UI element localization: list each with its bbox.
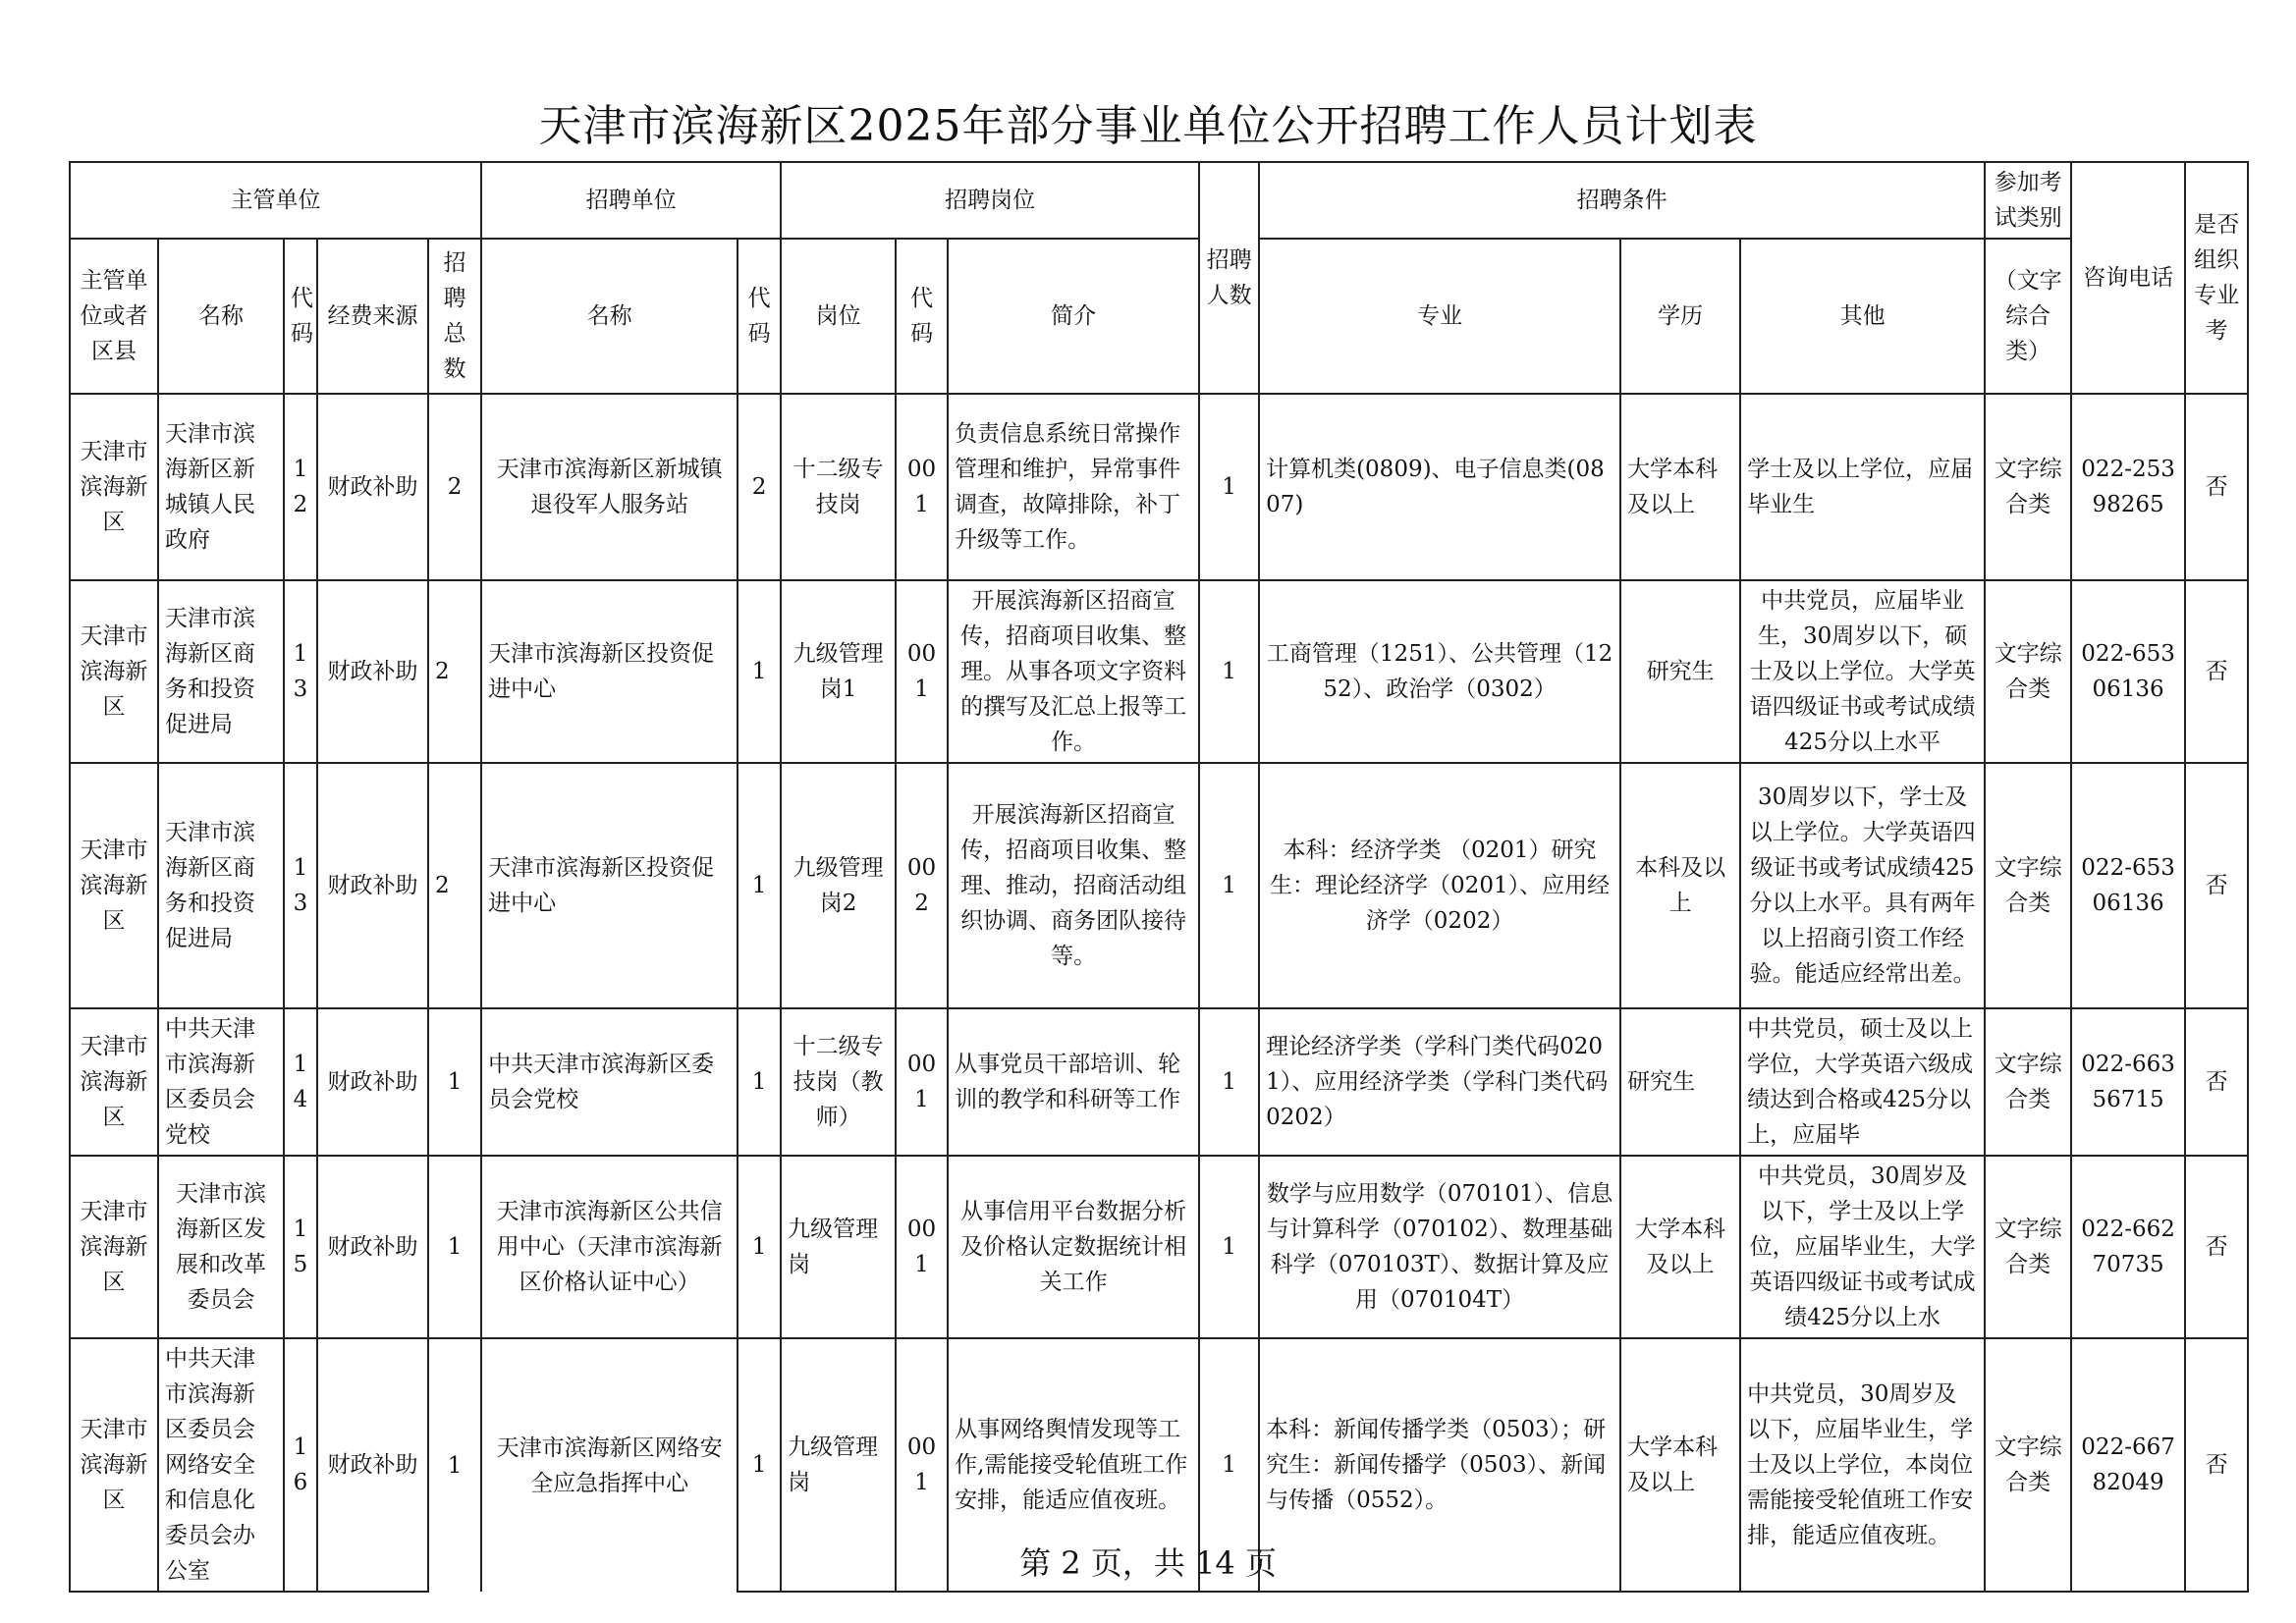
header-phone: 咨询电话 bbox=[2071, 162, 2185, 394]
header-row-1 bbox=[70, 162, 2248, 239]
cell-total: 2 bbox=[428, 394, 481, 580]
cell-unit-name: 中共天津市滨海新区委员会党校 bbox=[481, 1008, 738, 1156]
cell-exam: 文字综合类 bbox=[1985, 580, 2071, 763]
cell-desc: 从事党员干部培训、轮训的教学和科研等工作 bbox=[948, 1008, 1199, 1156]
cell-phone: 022-66356715 bbox=[2071, 1008, 2185, 1156]
cell-funding: 财政补助 bbox=[317, 580, 428, 763]
cell-other: 中共党员，30周岁及以下，应届毕业生，学士及以上学位，本岗位需能接受轮值班工作安排，能适应值夜班。 bbox=[1740, 1338, 1985, 1592]
cell-county: 天津市滨海新区 bbox=[70, 394, 158, 580]
cell-phone: 022-65306136 bbox=[2071, 580, 2185, 763]
table-row bbox=[70, 763, 2248, 1008]
cell-phone: 022-65306136 bbox=[2071, 763, 2185, 1008]
cell-major: 数学与应用数学（070101）、信息与计算科学（070102）、数理基础科学（070103T）、数据计算及应用（070104T） bbox=[1259, 1156, 1620, 1338]
cell-sup-code: 15 bbox=[284, 1156, 317, 1338]
cell-funding: 财政补助 bbox=[317, 1156, 428, 1338]
recruitment-plan-table bbox=[69, 161, 2249, 1593]
cell-desc: 开展滨海新区招商宣传，招商项目收集、整理。从事各项文字资料的撰写及汇总上报等工作。 bbox=[948, 580, 1199, 763]
cell-desc: 从事信用平台数据分析及价格认定数据统计相关工作 bbox=[948, 1156, 1199, 1338]
cell-desc: 从事网络舆情发现等工作,需能接受轮值班工作安排，能适应值夜班。 bbox=[948, 1338, 1199, 1592]
table-row bbox=[70, 394, 2248, 580]
header-sup-funding: 经费来源 bbox=[317, 239, 428, 394]
cell-exam: 文字综合类 bbox=[1985, 763, 2071, 1008]
header-sup-name: 名称 bbox=[158, 239, 284, 394]
cell-sup-name: 天津市滨海新区发展和改革委员会 bbox=[158, 1156, 284, 1338]
cell-count: 1 bbox=[1199, 763, 1259, 1008]
cell-county: 天津市滨海新区 bbox=[70, 1008, 158, 1156]
cell-org-exam: 否 bbox=[2185, 394, 2248, 580]
cell-major: 工商管理（1251）、公共管理（1252）、政治学（0302） bbox=[1259, 580, 1620, 763]
cell-major: 计算机类(0809)、电子信息类(0807) bbox=[1259, 394, 1620, 580]
table-row bbox=[70, 580, 2248, 763]
cell-exam: 文字综合类 bbox=[1985, 1008, 2071, 1156]
cell-unit-name: 天津市滨海新区网络安全应急指挥中心 bbox=[481, 1338, 738, 1592]
cell-total: 2 bbox=[428, 763, 481, 1008]
cell-org-exam: 否 bbox=[2185, 1156, 2248, 1338]
cell-sup-name: 中共天津市滨海新区委员会网络安全和信息化委员会办公室 bbox=[158, 1338, 284, 1592]
cell-unit-code: 1 bbox=[738, 1156, 781, 1338]
cell-education: 本科及以上 bbox=[1620, 763, 1740, 1008]
cell-education: 大学本科及以上 bbox=[1620, 1156, 1740, 1338]
header-row-2 bbox=[70, 239, 2248, 394]
cell-funding: 财政补助 bbox=[317, 763, 428, 1008]
cell-count: 1 bbox=[1199, 1338, 1259, 1592]
cell-funding: 财政补助 bbox=[317, 1008, 428, 1156]
cell-unit-name: 天津市滨海新区投资促进中心 bbox=[481, 763, 738, 1008]
header-unit-code: 代码 bbox=[738, 239, 781, 394]
cell-org-exam: 否 bbox=[2185, 763, 2248, 1008]
cell-education: 大学本科及以上 bbox=[1620, 394, 1740, 580]
cell-county: 天津市滨海新区 bbox=[70, 1338, 158, 1592]
cell-post: 九级管理岗2 bbox=[781, 763, 896, 1008]
cell-desc: 负责信息系统日常操作管理和维护，异常事件调查，故障排除，补丁升级等工作。 bbox=[948, 394, 1199, 580]
cell-post-code: 001 bbox=[896, 394, 948, 580]
cell-org-exam: 否 bbox=[2185, 1008, 2248, 1156]
header-other: 其他 bbox=[1740, 239, 1985, 394]
cell-count: 1 bbox=[1199, 394, 1259, 580]
cell-post: 九级管理岗 bbox=[781, 1156, 896, 1338]
header-supervisor: 主管单位 bbox=[70, 162, 481, 239]
cell-total: 1 bbox=[428, 1008, 481, 1156]
cell-education: 研究生 bbox=[1620, 580, 1740, 763]
cell-sup-name: 天津市滨海新区商务和投资促进局 bbox=[158, 763, 284, 1008]
cell-total: 2 bbox=[428, 580, 481, 763]
header-sup-total: 招聘总数 bbox=[428, 239, 481, 394]
cell-unit-code: 1 bbox=[738, 580, 781, 763]
cell-sup-code: 13 bbox=[284, 763, 317, 1008]
cell-unit-code: 2 bbox=[738, 394, 781, 580]
cell-exam: 文字综合类 bbox=[1985, 1338, 2071, 1592]
cell-desc: 开展滨海新区招商宣传，招商项目收集、整理、推动，招商活动组织协调、商务团队接待等。 bbox=[948, 763, 1199, 1008]
cell-org-exam: 否 bbox=[2185, 1338, 2248, 1592]
cell-post-code: 002 bbox=[896, 763, 948, 1008]
cell-county: 天津市滨海新区 bbox=[70, 580, 158, 763]
cell-unit-name: 天津市滨海新区公共信用中心（天津市滨海新区价格认证中心） bbox=[481, 1156, 738, 1338]
cell-count: 1 bbox=[1199, 1156, 1259, 1338]
cell-county: 天津市滨海新区 bbox=[70, 1156, 158, 1338]
page-title: 天津市滨海新区2025年部分事业单位公开招聘工作人员计划表 bbox=[538, 101, 1758, 151]
cell-phone: 022-25398265 bbox=[2071, 394, 2185, 580]
cell-major: 理论经济学类（学科门类代码0201）、应用经济学类（学科门类代码0202） bbox=[1259, 1008, 1620, 1156]
cell-unit-name: 天津市滨海新区新城镇退役军人服务站 bbox=[481, 394, 738, 580]
header-unit-name: 名称 bbox=[481, 239, 738, 394]
header-education: 学历 bbox=[1620, 239, 1740, 394]
page-number: 第 2 页，共 14 页 bbox=[1019, 1544, 1277, 1582]
cell-total: 1 bbox=[428, 1338, 481, 1592]
cell-unit-code: 1 bbox=[738, 1008, 781, 1156]
header-conditions: 招聘条件 bbox=[1259, 162, 1985, 239]
cell-sup-code: 12 bbox=[284, 394, 317, 580]
cell-sup-code: 16 bbox=[284, 1338, 317, 1592]
cell-exam: 文字综合类 bbox=[1985, 1156, 2071, 1338]
header-unit: 招聘单位 bbox=[481, 162, 781, 239]
cell-major: 本科：经济学类 （0201）研究生：理论经济学（0201）、应用经济学（0202） bbox=[1259, 763, 1620, 1008]
cell-sup-code: 13 bbox=[284, 580, 317, 763]
cell-post: 九级管理岗 bbox=[781, 1338, 896, 1592]
header-exam-category: 参加考试类别 bbox=[1985, 162, 2071, 239]
header-post-code: 代码 bbox=[896, 239, 948, 394]
cell-unit-name: 天津市滨海新区投资促进中心 bbox=[481, 580, 738, 763]
cell-other: 中共党员，应届毕业生，30周岁以下，硕士及以上学位。大学英语四级证书或考试成绩425分以上水平 bbox=[1740, 580, 1985, 763]
cell-funding: 财政补助 bbox=[317, 1338, 428, 1592]
cell-post-code: 001 bbox=[896, 580, 948, 763]
cell-education: 大学本科及以上 bbox=[1620, 1338, 1740, 1592]
header-recruit-count: 招聘人数 bbox=[1199, 162, 1259, 394]
cell-sup-name: 天津市滨海新区新城镇人民政府 bbox=[158, 394, 284, 580]
cell-unit-code: 1 bbox=[738, 1338, 781, 1592]
cell-other: 中共党员，硕士及以上学位，大学英语六级成绩达到合格或425分以上，应届毕 bbox=[1740, 1008, 1985, 1156]
header-exam-sub: （文字综合类） bbox=[1985, 239, 2071, 394]
cell-count: 1 bbox=[1199, 580, 1259, 763]
header-post: 招聘岗位 bbox=[781, 162, 1199, 239]
header-sup-code: 代码 bbox=[284, 239, 317, 394]
cell-post-code: 001 bbox=[896, 1338, 948, 1592]
header-org-exam: 是否组织专业考 bbox=[2185, 162, 2248, 394]
table-row bbox=[70, 1156, 2248, 1338]
cell-phone: 022-66270735 bbox=[2071, 1156, 2185, 1338]
cell-education: 研究生 bbox=[1620, 1008, 1740, 1156]
cell-post: 九级管理岗1 bbox=[781, 580, 896, 763]
cell-sup-name: 天津市滨海新区商务和投资促进局 bbox=[158, 580, 284, 763]
header-post-desc: 简介 bbox=[948, 239, 1199, 394]
cell-unit-code: 1 bbox=[738, 763, 781, 1008]
header-post-name: 岗位 bbox=[781, 239, 896, 394]
cell-sup-name: 中共天津市滨海新区委员会党校 bbox=[158, 1008, 284, 1156]
cell-post: 十二级专技岗（教师） bbox=[781, 1008, 896, 1156]
cell-total: 1 bbox=[428, 1156, 481, 1338]
cell-other: 中共党员，30周岁及以下，学士及以上学位，应届毕业生，大学英语四级证书或考试成绩425分以上水 bbox=[1740, 1156, 1985, 1338]
cell-exam: 文字综合类 bbox=[1985, 394, 2071, 580]
table-row bbox=[70, 1008, 2248, 1156]
header-sup-county: 主管单位或者区县 bbox=[70, 239, 158, 394]
cell-other: 学士及以上学位，应届毕业生 bbox=[1740, 394, 1985, 580]
cell-county: 天津市滨海新区 bbox=[70, 763, 158, 1008]
cell-phone: 022-66782049 bbox=[2071, 1338, 2185, 1592]
cell-major: 本科：新闻传播学类（0503）；研究生：新闻传播学（0503）、新闻与传播（0552）。 bbox=[1259, 1338, 1620, 1592]
cell-post-code: 001 bbox=[896, 1156, 948, 1338]
cell-sup-code: 14 bbox=[284, 1008, 317, 1156]
cell-post-code: 001 bbox=[896, 1008, 948, 1156]
cell-count: 1 bbox=[1199, 1008, 1259, 1156]
cell-other: 30周岁以下，学士及以上学位。大学英语四级证书或考试成绩425分以上水平。具有两年以上招商引资工作经验。能适应经常出差。 bbox=[1740, 763, 1985, 1008]
header-major: 专业 bbox=[1259, 239, 1620, 394]
cell-post: 十二级专技岗 bbox=[781, 394, 896, 580]
cell-funding: 财政补助 bbox=[317, 394, 428, 580]
cell-org-exam: 否 bbox=[2185, 580, 2248, 763]
